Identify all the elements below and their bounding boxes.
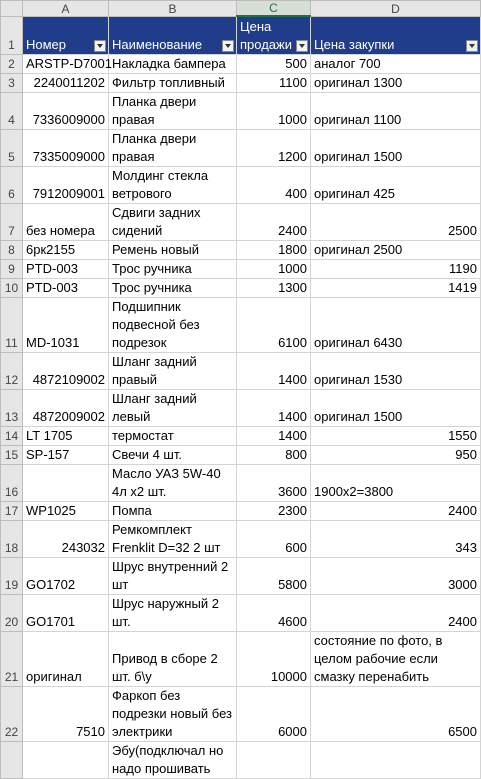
header-label: Цена закупки [314,36,395,52]
cell-sale-price[interactable]: 1000 [237,259,311,278]
cell-purchase-price[interactable]: оригинал 1500 [311,389,481,426]
cell-number[interactable]: MD-1031 [23,297,109,352]
row-number[interactable]: 22 [1,686,23,741]
cell-number[interactable]: 6рк2155 [23,240,109,259]
cell-purchase-price[interactable] [311,741,481,778]
cell-number[interactable]: 4872009002 [23,389,109,426]
table-row [1,464,481,501]
cell-name[interactable]: Эбу(подключал но надо прошивать [109,741,237,778]
header-cell-name[interactable] [109,16,237,54]
cell-number[interactable]: 7336009000 [23,92,109,129]
cell-number[interactable] [23,464,109,501]
row-number[interactable]: 12 [1,352,23,389]
column-header-c[interactable]: C [237,1,311,17]
cell-purchase-price[interactable]: 2400 [311,501,481,520]
cell-name[interactable]: Подшипник подвесной без подрезок [109,297,237,352]
cell-purchase-price[interactable]: состояние по фото, в целом рабочие если смазку перенабить [311,631,481,686]
column-header-b[interactable]: B [109,1,237,17]
table-row [1,278,481,297]
cell-sale-price[interactable]: 1100 [237,73,311,92]
cell-name[interactable]: Масло УАЗ 5W-40 4л x2 шт. [109,464,237,501]
cell-sale-price[interactable]: 10000 [237,631,311,686]
cell-purchase-price[interactable]: оригинал 1530 [311,352,481,389]
table-row [1,166,481,203]
row-number[interactable]: 1 [1,16,23,54]
column-header-a[interactable]: A [23,1,109,17]
cell-name[interactable]: Сдвиги задних сидений [109,203,237,240]
cell-purchase-price[interactable]: оригинал 1300 [311,73,481,92]
table-row [1,501,481,520]
row-number[interactable]: 3 [1,73,23,92]
cell-sale-price[interactable]: 6000 [237,686,311,741]
row-number[interactable]: 16 [1,464,23,501]
cell-number[interactable]: ARSTP-D7001 [23,54,109,73]
cell-purchase-price[interactable]: оригинал 1500 [311,129,481,166]
table-row [1,389,481,426]
cell-number[interactable]: SP-157 [23,445,109,464]
filter-dropdown-icon[interactable] [466,40,478,52]
table-row [1,92,481,129]
cell-number[interactable]: 7912009001 [23,166,109,203]
cell-name[interactable]: Шрус наружный 2 шт. [109,594,237,631]
cell-sale-price[interactable]: 3600 [237,464,311,501]
cell-purchase-price[interactable]: 343 [311,520,481,557]
cell-sale-price[interactable]: 400 [237,166,311,203]
cell-number[interactable]: 4872109002 [23,352,109,389]
table-row [1,686,481,741]
table-row [1,352,481,389]
cell-purchase-price[interactable]: 2500 [311,203,481,240]
cell-purchase-price[interactable]: 2400 [311,594,481,631]
table-row [1,203,481,240]
cell-name[interactable]: Ремкомплект Frenklit D=32 2 шт [109,520,237,557]
filter-dropdown-icon[interactable] [222,40,234,52]
header-cell-sale-price[interactable] [237,16,311,54]
table-row [1,631,481,686]
row-number[interactable]: 6 [1,166,23,203]
cell-sale-price[interactable]: 800 [237,445,311,464]
row-number[interactable]: 5 [1,129,23,166]
cell-number[interactable]: PTD-003 [23,278,109,297]
cell-sale-price[interactable]: 1300 [237,278,311,297]
column-header-row [1,1,481,17]
cell-name[interactable]: Привод в сборе 2 шт. б\у [109,631,237,686]
row-number[interactable]: 20 [1,594,23,631]
cell-sale-price[interactable]: 1400 [237,352,311,389]
cell-purchase-price[interactable]: 1419 [311,278,481,297]
cell-number[interactable]: оригинал [23,631,109,686]
cell-purchase-price[interactable]: оригинал 6430 [311,297,481,352]
table-row [1,259,481,278]
row-number[interactable]: 14 [1,426,23,445]
header-label: Наименование [112,36,203,52]
cell-name[interactable]: Фаркоп без подрезки новый без электрики [109,686,237,741]
cell-sale-price[interactable]: 1400 [237,389,311,426]
cell-sale-price[interactable]: 5800 [237,557,311,594]
cell-purchase-price[interactable]: 950 [311,445,481,464]
row-number[interactable]: 11 [1,297,23,352]
table-row [1,129,481,166]
table-row [1,741,481,778]
cell-purchase-price[interactable]: оригинал 1100 [311,92,481,129]
cell-purchase-price[interactable]: 1190 [311,259,481,278]
cell-number[interactable]: PTD-003 [23,259,109,278]
cell-sale-price[interactable]: 2300 [237,501,311,520]
header-label: Номер [26,36,67,52]
cell-sale-price[interactable]: 4600 [237,594,311,631]
table-row [1,445,481,464]
cell-number[interactable]: LT 1705 [23,426,109,445]
cell-purchase-price[interactable]: 3000 [311,557,481,594]
cell-name[interactable]: Фильтр топливный [109,73,237,92]
cell-number[interactable]: 7335009000 [23,129,109,166]
cell-purchase-price[interactable]: 1550 [311,426,481,445]
row-number[interactable]: 17 [1,501,23,520]
cell-name[interactable]: термостат [109,426,237,445]
cell-name[interactable]: Планка двери правая [109,92,237,129]
cell-name[interactable]: Свечи 4 шт. [109,445,237,464]
cell-purchase-price[interactable]: оригинал 2500 [311,240,481,259]
row-number[interactable]: 10 [1,278,23,297]
cell-purchase-price[interactable]: 6500 [311,686,481,741]
cell-purchase-price[interactable]: оригинал 425 [311,166,481,203]
row-number[interactable]: 2 [1,54,23,73]
cell-number[interactable] [23,741,109,778]
cell-number[interactable]: 243032 [23,520,109,557]
column-header-d[interactable]: D [311,1,481,17]
cell-name[interactable]: Молдинг стекла ветрового [109,166,237,203]
cell-sale-price[interactable]: 1000 [237,92,311,129]
table-row [1,426,481,445]
row-number[interactable] [1,741,23,778]
cell-sale-price[interactable]: 500 [237,54,311,73]
cell-name[interactable]: Шланг задний правый [109,352,237,389]
row-number[interactable]: 13 [1,389,23,426]
row-number[interactable]: 8 [1,240,23,259]
cell-name[interactable]: Ремень новый [109,240,237,259]
table-row [1,594,481,631]
filter-dropdown-icon[interactable] [94,40,106,52]
cell-purchase-price[interactable]: аналог 700 [311,54,481,73]
table-row [1,240,481,259]
table-row [1,520,481,557]
cell-number[interactable]: 2240011202 [23,73,109,92]
cell-name[interactable]: Накладка бампера [109,54,237,73]
cell-name[interactable]: Шланг задний левый [109,389,237,426]
cell-name[interactable]: Трос ручника [109,278,237,297]
cell-sale-price[interactable]: 1800 [237,240,311,259]
table-header-row [1,16,481,54]
cell-sale-price[interactable]: 2400 [237,203,311,240]
cell-number[interactable]: WP1025 [23,501,109,520]
cell-sale-price[interactable] [237,741,311,778]
cell-name[interactable]: Планка двери правая [109,129,237,166]
cell-sale-price[interactable]: 1200 [237,129,311,166]
row-number[interactable]: 15 [1,445,23,464]
cell-sale-price[interactable]: 6100 [237,297,311,352]
cell-number[interactable]: 7510 [23,686,109,741]
cell-number[interactable]: GO1702 [23,557,109,594]
cell-sale-price[interactable]: 1400 [237,426,311,445]
table-row [1,297,481,352]
row-number[interactable]: 19 [1,557,23,594]
cell-name[interactable]: Шрус внутренний 2 шт [109,557,237,594]
cell-number[interactable]: GO1701 [23,594,109,631]
header-cell-number[interactable] [23,16,109,54]
cell-name[interactable]: Помпа [109,501,237,520]
header-cell-purchase-price[interactable] [311,16,481,54]
row-number[interactable]: 18 [1,520,23,557]
cell-number[interactable]: без номера [23,203,109,240]
table-row [1,557,481,594]
row-number[interactable]: 9 [1,259,23,278]
row-number[interactable]: 21 [1,631,23,686]
table-row [1,73,481,92]
filter-dropdown-icon[interactable] [296,40,308,52]
select-all-corner[interactable] [1,1,23,17]
cell-purchase-price[interactable]: 1900x2=3800 [311,464,481,501]
table-row [1,54,481,73]
cell-sale-price[interactable]: 600 [237,520,311,557]
header-label: Цена продажи [240,18,292,52]
row-number[interactable]: 4 [1,92,23,129]
cell-name[interactable]: Трос ручника [109,259,237,278]
row-number[interactable]: 7 [1,203,23,240]
